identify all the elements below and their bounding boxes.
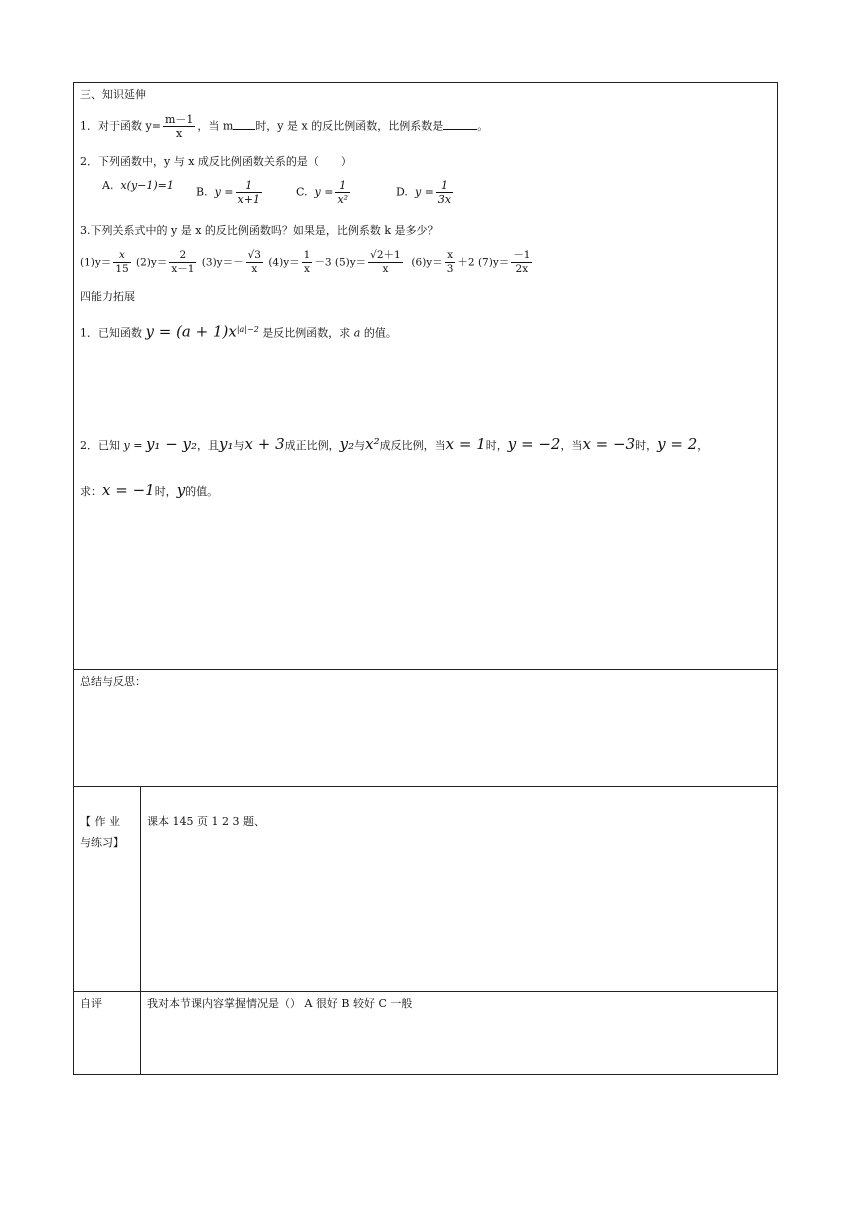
p2-cond3: x = −3 [582,435,636,453]
p2-cond5: x = −1 [102,481,155,499]
q1-text-mid2: 时，y 是 x 的反比例函数，比例系数是 [255,119,444,133]
problem-4-2-line2 [80,483,218,499]
q3-item5-pre: (5)y＝ [334,256,367,269]
q3-item3-num: √3 [247,249,261,261]
q1-text: 1．对于函数 y= [80,119,161,133]
question-3-3-stem: 3.下列关系式中的 y 是 x 的反比例函数吗？如果是，比例系数 k 是多少？ [80,224,439,237]
p2-x-sq: x² [365,435,380,453]
p2-x-plus-3: x + 3 [244,435,285,453]
q2-d-den: 3x [437,193,452,206]
q2-c-label: C. [296,185,308,199]
question-3-1 [80,113,488,140]
homework-content: 课本 145 页 1 2 3 题、 [147,815,265,828]
q2-c-fraction [335,179,350,206]
q3-item1-num: x [113,249,130,263]
q1-blank-k [443,119,477,130]
p1-text-end: 的值。 [363,326,397,340]
q2-d-num: 1 [436,179,453,193]
p2-cond4: y = 2 [657,435,698,453]
row-divider-homework [74,786,777,787]
self-eval-content: 我对本节课内容掌握情况是（） A 很好 B 较好 C 一般 [147,997,413,1010]
q2-a-label: A. [102,179,114,192]
q3-item7-den: 2x [515,263,529,275]
q3-item4-pre: (4)y＝ [268,256,300,269]
p2-t9: ， [697,439,709,452]
q2-c-lhs: y = [314,185,334,199]
p2-y1: y₁ [219,435,234,453]
q2-d-lhs: y = [414,185,434,199]
q3-item7-fraction [511,249,532,276]
q3-item4-den: x [304,263,310,275]
p1-text: 1．已知函数 [80,326,142,340]
q3-item4-fraction [302,249,313,276]
q2-d-fraction [436,179,453,206]
q3-item2-fraction [169,249,196,276]
section3-heading: 三、知识延伸 [80,88,146,101]
p2-t2: 与 [233,439,245,452]
q1-text-mid: ，当 m [197,119,234,133]
q3-item5-den: x [382,263,389,275]
q2-b-den: x+1 [237,193,260,206]
row-divider-self-eval [74,991,777,992]
q3-item1-den: 15 [115,263,129,275]
problem-4-2-line1 [80,437,708,453]
q2-option-a [102,179,174,193]
homework-label-line1: 【 作 业 [80,815,120,828]
q3-item6-post: ＋2 [457,256,475,269]
p2-y2: y₂ [339,435,355,453]
q1-blank-m [233,119,255,130]
q3-item6-pre: (6)y＝ [411,256,443,269]
p2-t4: 与 [354,439,366,452]
p2-line2-pre: 求： [80,485,102,498]
p2-t3: 成正比例， [284,439,340,452]
q2-c-den: x² [337,193,349,206]
p1-text-post: 是反比例函数，求 [262,326,351,340]
row-divider-summary [74,669,777,670]
p1-expr: y = (a + 1)x [145,322,237,341]
q3-item2-num: 2 [169,249,196,263]
q2-b-num: 1 [236,179,262,193]
self-eval-label: 自评 [80,997,102,1010]
q3-item6-num: x [445,249,456,263]
q3-item3-pre: (3)y＝－ [201,256,244,269]
q3-item3-den: x [251,263,258,275]
question-3-2-stem: 2．下列函数中，y 与 x 成反比例函数关系的是（ ） [80,155,352,168]
p2-t6: 时， [485,439,508,452]
q3-item2-pre: (2)y＝ [136,256,168,269]
q3-item7-num: －1 [513,249,531,261]
p2-cond2: y = −2 [507,435,561,453]
homework-label-line2: 与练习】 [80,836,124,849]
q2-d-label: D. [396,185,408,199]
p2-y1-minus-y2: y₁ − y₂ [145,435,198,453]
p2-y-eq: y = [123,439,143,452]
q2-option-b [196,179,264,206]
q2-b-label: B. [196,185,208,199]
section4-heading: 四能力拓展 [80,290,135,303]
p1-exponent: |a|−2 [236,325,259,334]
p2-t8: 时， [635,439,658,452]
p2-line2-mid: 时， [154,485,177,498]
p2-t7: ，当 [560,439,583,452]
p2-line2-end: 的值。 [185,485,219,498]
q1-frac-num: m－1 [164,113,194,126]
q3-items [80,249,534,276]
q3-item5-num: √2＋1 [370,249,401,261]
p2-line2-y: y [176,481,186,499]
q2-b-fraction [236,179,262,206]
q2-b-lhs: y = [214,185,234,199]
q3-item6-fraction [445,249,456,276]
q1-text-end: 。 [477,119,489,133]
q3-item1-fraction [113,249,130,276]
q3-item7-pre: (7)y＝ [477,256,510,269]
q3-item1-pre: (1)y＝ [80,256,112,269]
q3-item3-fraction [246,249,263,276]
q3-item4-post: －3 [314,256,332,269]
q3-item4-num: 1 [303,249,311,261]
q2-c-num: 1 [335,179,350,193]
p2-t1: ，且 [197,439,220,452]
q3-item6-den: 3 [446,263,454,275]
q3-item5-fraction [368,249,403,276]
p2-text: 2．已知 [80,439,120,452]
q1-frac-den: x [176,127,183,140]
p2-cond1: x = 1 [445,435,486,453]
q2-a-expr: x(y−1)=1 [120,179,174,192]
p2-t5: 成反比例，当 [379,439,446,452]
q2-option-d [396,179,455,206]
label-column-divider [140,786,141,1075]
q1-fraction [163,113,195,140]
summary-label: 总结与反思： [80,675,146,688]
p1-var: a [353,326,361,340]
q3-item2-den: x－1 [171,263,195,275]
q2-option-c [296,179,352,206]
problem-4-1 [80,323,397,341]
